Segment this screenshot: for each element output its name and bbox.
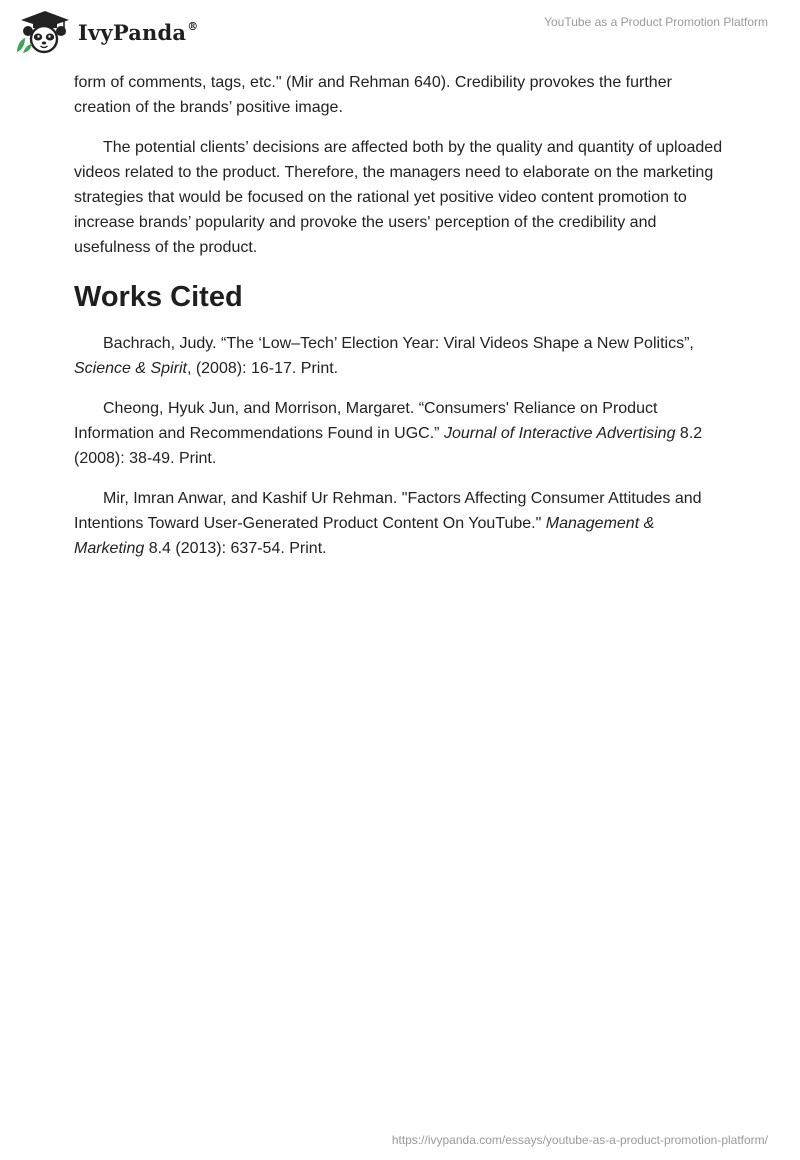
- source-url-link[interactable]: https://ivypanda.com/essays/youtube-as-a-product-promotion-platform/: [391, 1133, 768, 1147]
- document-body: [74, 70, 726, 576]
- panda-graduate-logo-icon[interactable]: [13, 8, 75, 54]
- citation-source-title: Management & Marketing: [74, 515, 655, 557]
- brand-name[interactable]: IvyPanda®: [78, 20, 199, 45]
- citation-source-title: Science & Spirit: [74, 360, 187, 377]
- citation-source-title: Journal of Interactive Advertising: [443, 425, 676, 442]
- paragraph-conclusion: The potential clients’ decisions are affected both by the quality and quantity of uploaded videos related to the product. Therefore, the managers need to elaborate on the marketing strategies that would be focused on the rational yet positive video content promotion to increase brands’ popularity and provoke the users' perception of the credibility and usefulness of the product.: [74, 139, 723, 256]
- citation-entry: Cheong, Hyuk Jun, and Morrison, Margaret. “Consumers' Reliance on Product Information and Recommendations Found in UGC.” Journal of Interactive Advertising 8.2 (2008): 38-49. Print.: [74, 400, 703, 467]
- page-header: [0, 0, 800, 64]
- document-title: YouTube as a Product Promotion Platform: [544, 15, 768, 29]
- works-cited-heading: Works Cited: [74, 281, 243, 313]
- citation-entry: Mir, Imran Anwar, and Kashif Ur Rehman. "Factors Affecting Consumer Attitudes and Intentions Toward User-Generated Product Content On YouTube." Management & Marketing 8.4 (2013): 637-54. Print.: [74, 490, 702, 557]
- paragraph-continued: form of comments, tags, etc." (Mir and Rehman 640). Credibility provokes the further creation of the brands’ positive image.: [74, 74, 672, 116]
- citation-entry: Bachrach, Judy. “The ‘Low–Tech’ Election Year: Viral Videos Shape a New Politics”, Science & Spirit, (2008): 16-17. Print.: [74, 335, 694, 377]
